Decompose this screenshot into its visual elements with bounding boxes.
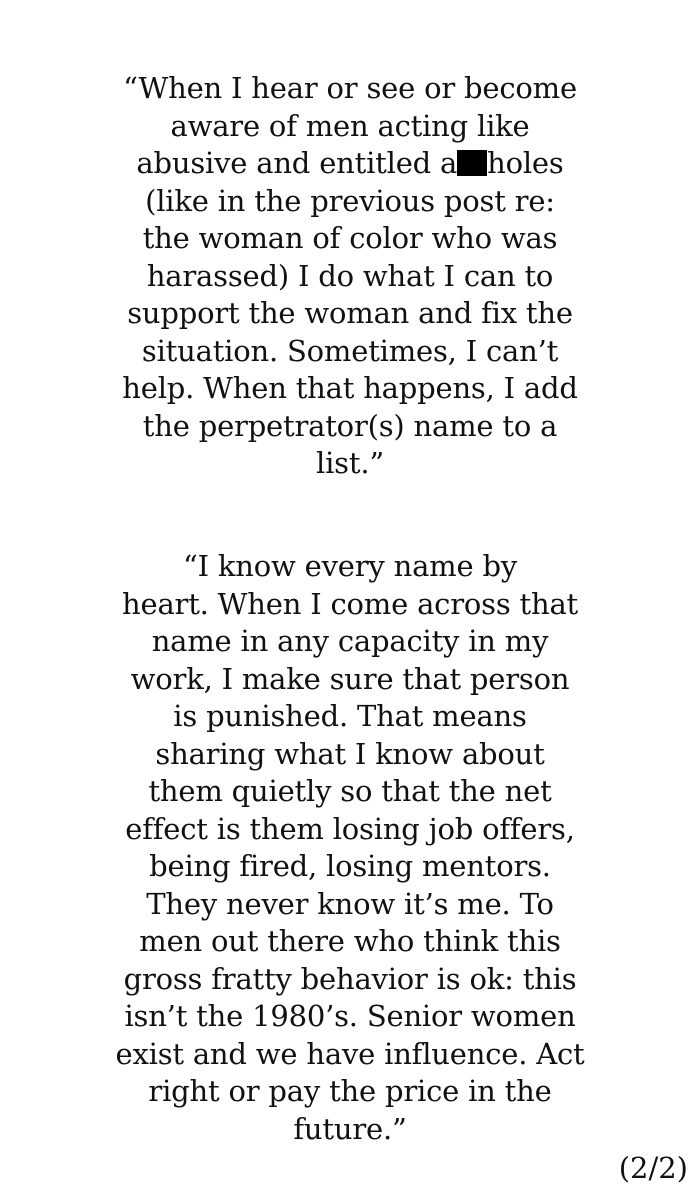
quote-line: support the woman and fix the [127, 296, 573, 330]
quote-line: isn’t the 1980’s. Senior women [124, 999, 576, 1033]
quote-line: men out there who think this [139, 924, 561, 958]
quote-line: the perpetrator(s) name to a [142, 408, 558, 443]
quote-line: help. When that happens, I add [122, 371, 578, 405]
quote-line: harassed) I do what I can to [146, 258, 554, 293]
quote-line: “I know every name by [182, 549, 517, 583]
quote-line: situation. Sometimes, I can’t [141, 333, 559, 368]
quote-line-redacted [110, 145, 590, 183]
quote-line: heart. When I come across that [122, 586, 578, 621]
quote-line: work, I make sure that person [130, 661, 570, 696]
quote-line: effect is them losing job offers, [125, 811, 575, 846]
quote-line: the woman of color who was [142, 221, 558, 255]
redaction-block [457, 150, 487, 176]
quote-line: aware of men acting like [170, 108, 530, 143]
quote-line: sharing what I know about [155, 736, 545, 771]
quote-line: name in any capacity in my [151, 624, 549, 658]
quote-line: list.” [316, 446, 384, 480]
quote-line: exist and we have influence. Act [115, 1036, 585, 1071]
quote-line: They never know it’s me. To [146, 886, 554, 921]
quote-line: “When I hear or see or become [123, 71, 577, 105]
quote-line: (like in the previous post re: [145, 183, 555, 218]
quote-line: gross fratty behavior is ok: this [123, 961, 577, 996]
quote-line: future.” [293, 1111, 407, 1146]
quote-first [110, 70, 590, 483]
quote-line: being fired, losing mentors. [149, 849, 551, 883]
quote-line: them quietly so that the net [148, 774, 552, 808]
quote-second [110, 548, 590, 1148]
quote-fragment: abusive and entitled a [136, 146, 458, 180]
quote-fragment: holes [487, 146, 564, 180]
quote-line: right or pay the price in the [148, 1074, 552, 1108]
page-indicator: (2/2) [618, 1151, 688, 1185]
quote-line: is punished. That means [173, 699, 527, 733]
